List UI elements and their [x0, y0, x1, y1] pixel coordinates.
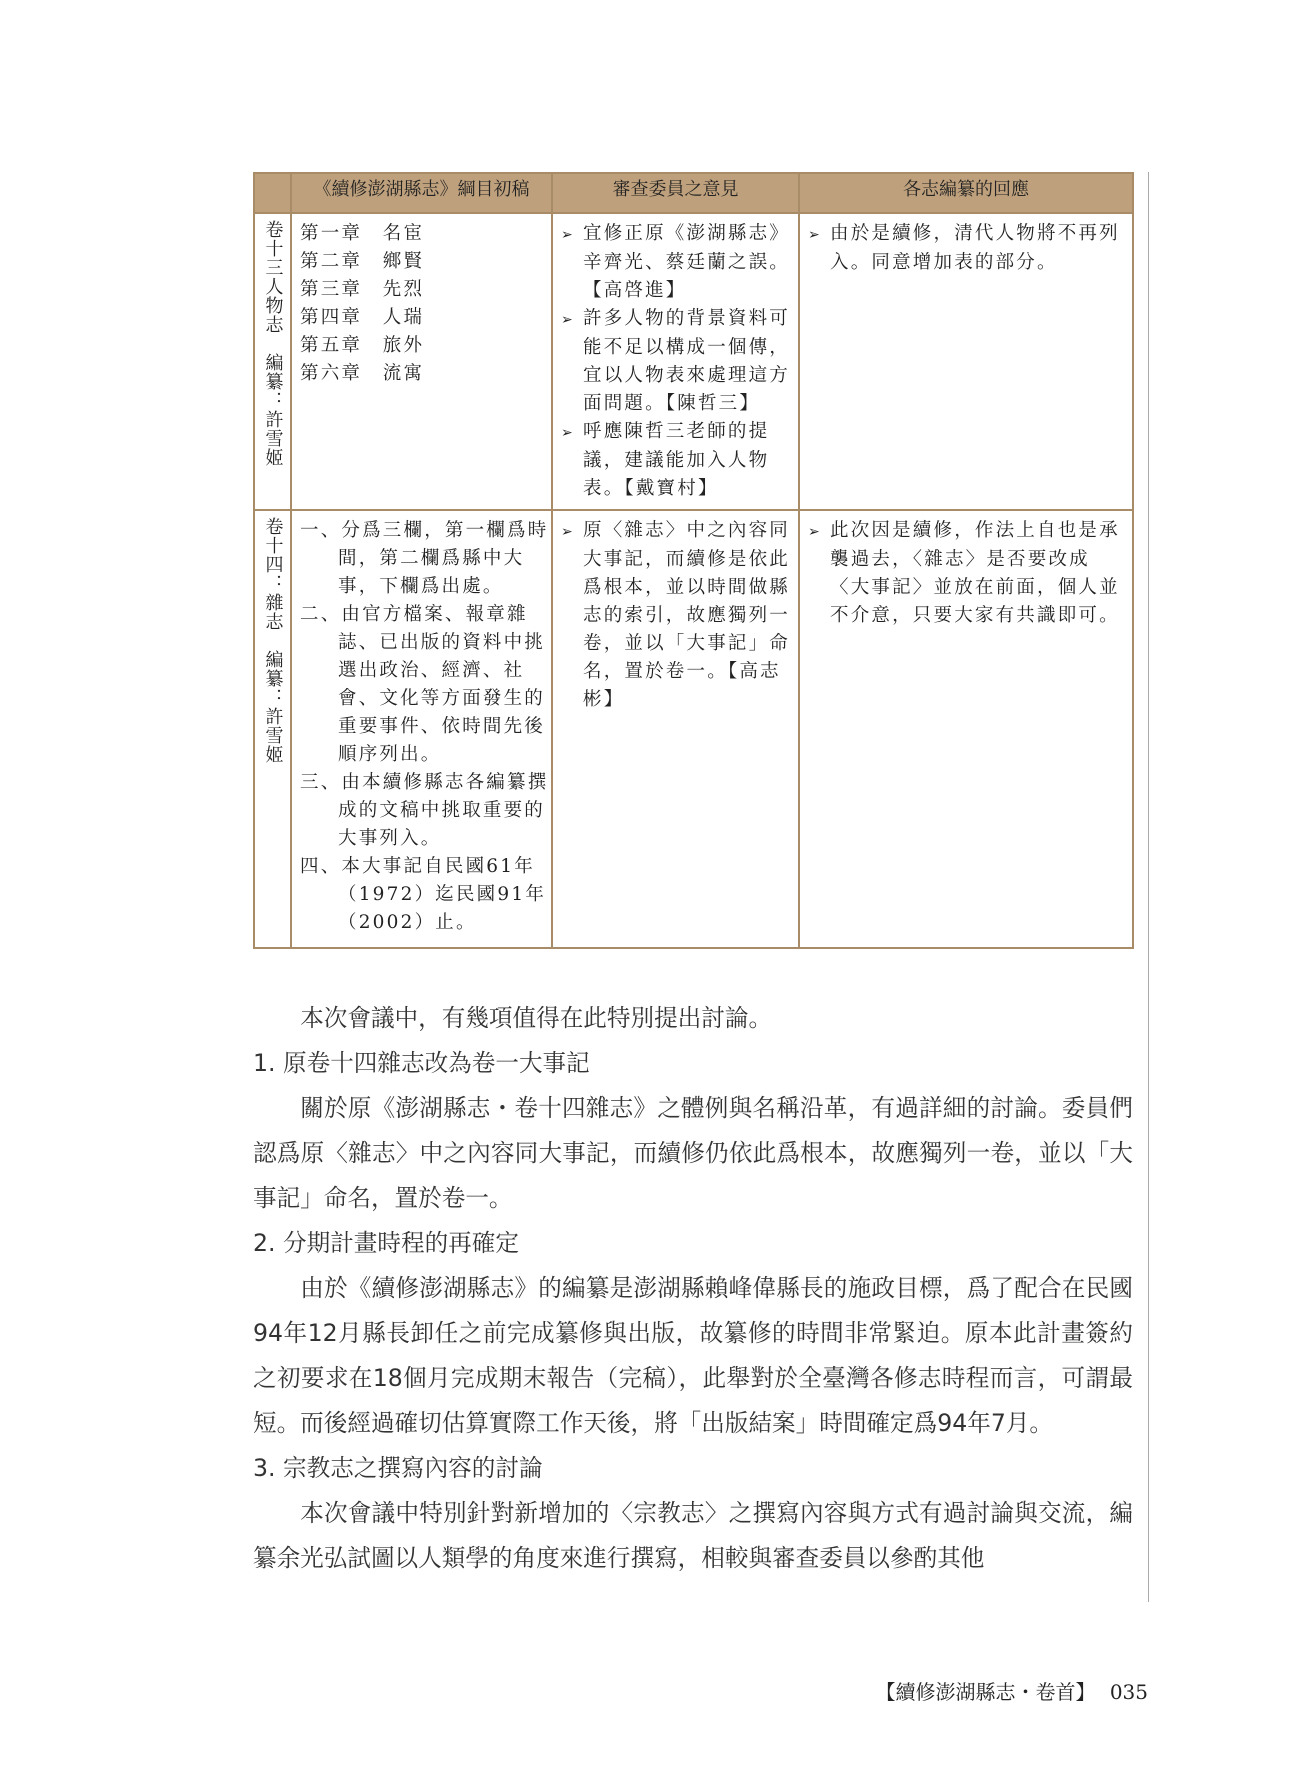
arrow-bullet-icon: ➢ — [561, 227, 575, 243]
cell-line: 宜以人物表來處理這方 — [583, 365, 791, 386]
cell-line: 志的索引，故應獨列一 — [583, 605, 791, 626]
cell-line: 四、本大事記自民國61年 — [300, 856, 535, 877]
cell-line: 呼應陳哲三老師的提 — [583, 421, 770, 442]
cell-line: 〈大事記〉並放在前面，個人並 — [830, 577, 1120, 598]
header-responses: 各志編纂的回應 — [799, 173, 1133, 213]
cell-line: 二、由官方檔案、報章雜 — [300, 604, 528, 625]
table-row — [254, 510, 1133, 948]
cell-line: 辛齊光、蔡廷蘭之誤。 — [583, 252, 791, 273]
draft-item — [300, 304, 545, 332]
draft-item — [300, 360, 545, 388]
page-margin-rule — [1148, 172, 1149, 1602]
volume-cell — [254, 213, 291, 510]
cell-line: 第二章 鄉賢 — [300, 251, 425, 272]
arrow-bullet-icon: ➢ — [808, 227, 822, 243]
cell-line: 不介意，只要大家有共識即可。 — [830, 605, 1120, 626]
header-volume — [254, 173, 291, 213]
cell-line: 爲根本，並以時間做縣 — [583, 577, 791, 598]
cell-line: 間，第二欄爲縣中大 — [338, 548, 525, 569]
cell-line: 第六章 流寓 — [300, 363, 425, 384]
cell-line: 第一章 名宦 — [300, 223, 425, 244]
draft-item — [300, 220, 545, 248]
arrow-bullet-icon: ➢ — [561, 524, 575, 540]
cell-line: 第五章 旅外 — [300, 335, 425, 356]
opinions-cell — [552, 510, 799, 948]
cell-line: 一、分爲三欄，第一欄爲時 — [300, 520, 549, 541]
draft-item — [300, 517, 549, 601]
draft-item — [300, 853, 545, 937]
section-paragraph: 本次會議中特別針對新增加的〈宗教志〉之撰寫內容與方式有過討論與交流，編纂余光弘試圖以人類學的角度來進行撰寫，相較與審查委員以參酌其他 — [253, 1499, 1133, 1572]
cell-line: 入。同意增加表的部分。 — [830, 252, 1058, 273]
cell-line: 誌、已出版的資料中挑 — [338, 632, 546, 653]
cell-line: 襲過去，〈雜志〉是否要改成 — [830, 549, 1090, 570]
cell-line: 成的文稿中挑取重要的 — [338, 800, 546, 821]
cell-line: 表。【戴寶村】 — [583, 478, 719, 499]
table-row — [254, 213, 1133, 510]
cell-line: 面問題。【陳哲三】 — [583, 393, 761, 414]
bullet-item — [808, 517, 1126, 630]
page-footer — [875, 1676, 1148, 1705]
cell-line: 原〈雜志〉中之內容同 — [583, 520, 791, 541]
cell-line: 由於是續修，清代人物將不再列 — [830, 223, 1120, 244]
cell-line: 大事記，而續修是依此 — [583, 549, 791, 570]
bullet-item — [561, 305, 792, 418]
bullet-item — [561, 220, 792, 305]
cell-line: 名，置於卷一。【高志 — [583, 661, 781, 682]
intro-paragraph: 本次會議中，有幾項值得在此特別提出討論。 — [300, 1004, 773, 1032]
volume-label: 卷十四：雜志 編纂：許雪姬 — [262, 517, 284, 764]
cell-line: 能不足以構成一個傳， — [583, 337, 791, 358]
cell-line: 大事列入。 — [338, 828, 442, 849]
cell-line: 會、文化等方面發生的 — [338, 688, 546, 709]
cell-line: 【高啓進】 — [583, 280, 687, 301]
section-heading: 2. 分期計畫時程的再確定 — [253, 1229, 519, 1257]
cell-line: 此次因是續修，作法上自也是承 — [830, 520, 1120, 541]
cell-line: 選出政治、經濟、社 — [338, 660, 525, 681]
cell-line: 第四章 人瑞 — [300, 307, 425, 328]
cell-line: 事，下欄爲出處。 — [338, 576, 504, 597]
body-text — [253, 996, 1133, 1581]
arrow-bullet-icon: ➢ — [561, 425, 575, 441]
header-draft: 《續修澎湖縣志》綱目初稿 — [291, 173, 552, 213]
draft-item — [300, 332, 545, 360]
cell-line: 第三章 先烈 — [300, 279, 425, 300]
arrow-bullet-icon: ➢ — [808, 524, 822, 540]
opinions-cell — [552, 213, 799, 510]
cell-line: 重要事件、依時間先後 — [338, 716, 546, 737]
cell-line: 議，建議能加入人物 — [583, 450, 770, 471]
cell-line: （1972）迄民國91年 — [338, 884, 547, 905]
draft-item — [300, 601, 545, 769]
cell-line: 彬】 — [583, 689, 625, 710]
table-header-row — [254, 173, 1133, 213]
bullet-item — [561, 517, 792, 714]
draft-cell — [291, 510, 552, 948]
bullet-item — [561, 418, 792, 503]
cell-line: 三、由本續修縣志各編纂撰 — [300, 772, 549, 793]
cell-line: （2002）止。 — [338, 912, 477, 933]
section-paragraph: 關於原《澎湖縣志・卷十四雜志》之體例與名稱沿革，有過詳細的討論。委員們認爲原〈雜志〉中之內容同大事記，而續修仍依此爲根本，故應獨列一卷，並以「大事記」命名，置於卷一。 — [253, 1094, 1133, 1212]
header-opinions: 審查委員之意見 — [552, 173, 799, 213]
responses-cell — [799, 213, 1133, 510]
section-paragraph: 由於《續修澎湖縣志》的編纂是澎湖縣賴峰偉縣長的施政目標，爲了配合在民國94年12月縣長卸任之前完成纂修與出版，故纂修的時間非常緊迫。原本此計畫簽約之初要求在18個月完成期末報告（完稿），此舉對於全臺灣各修志時程而言，可謂最短。而後經過確切估算實際工作天後，將「出版結案」時間確定爲94年7月。 — [253, 1274, 1133, 1437]
section-heading: 1. 原卷十四雜志改為卷一大事記 — [253, 1049, 590, 1077]
review-table — [253, 172, 1134, 949]
draft-cell — [291, 213, 552, 510]
section-heading: 3. 宗教志之撰寫內容的討論 — [253, 1454, 543, 1482]
cell-line: 卷，並以「大事記」命 — [583, 633, 791, 654]
cell-line: 宜修正原《澎湖縣志》 — [583, 223, 791, 244]
volume-label: 卷十三人物志 編纂：許雪姬 — [262, 220, 284, 467]
draft-item — [300, 276, 545, 304]
volume-cell — [254, 510, 291, 948]
bullet-item — [808, 220, 1126, 277]
draft-item — [300, 769, 549, 853]
cell-line: 順序列出。 — [338, 744, 442, 765]
cell-line: 許多人物的背景資料可 — [583, 308, 791, 329]
responses-cell — [799, 510, 1133, 948]
running-title: 【續修澎湖縣志・卷首】 — [875, 1680, 1096, 1704]
page-number: 035 — [1109, 1680, 1148, 1704]
arrow-bullet-icon: ➢ — [561, 312, 575, 328]
draft-item — [300, 248, 545, 276]
